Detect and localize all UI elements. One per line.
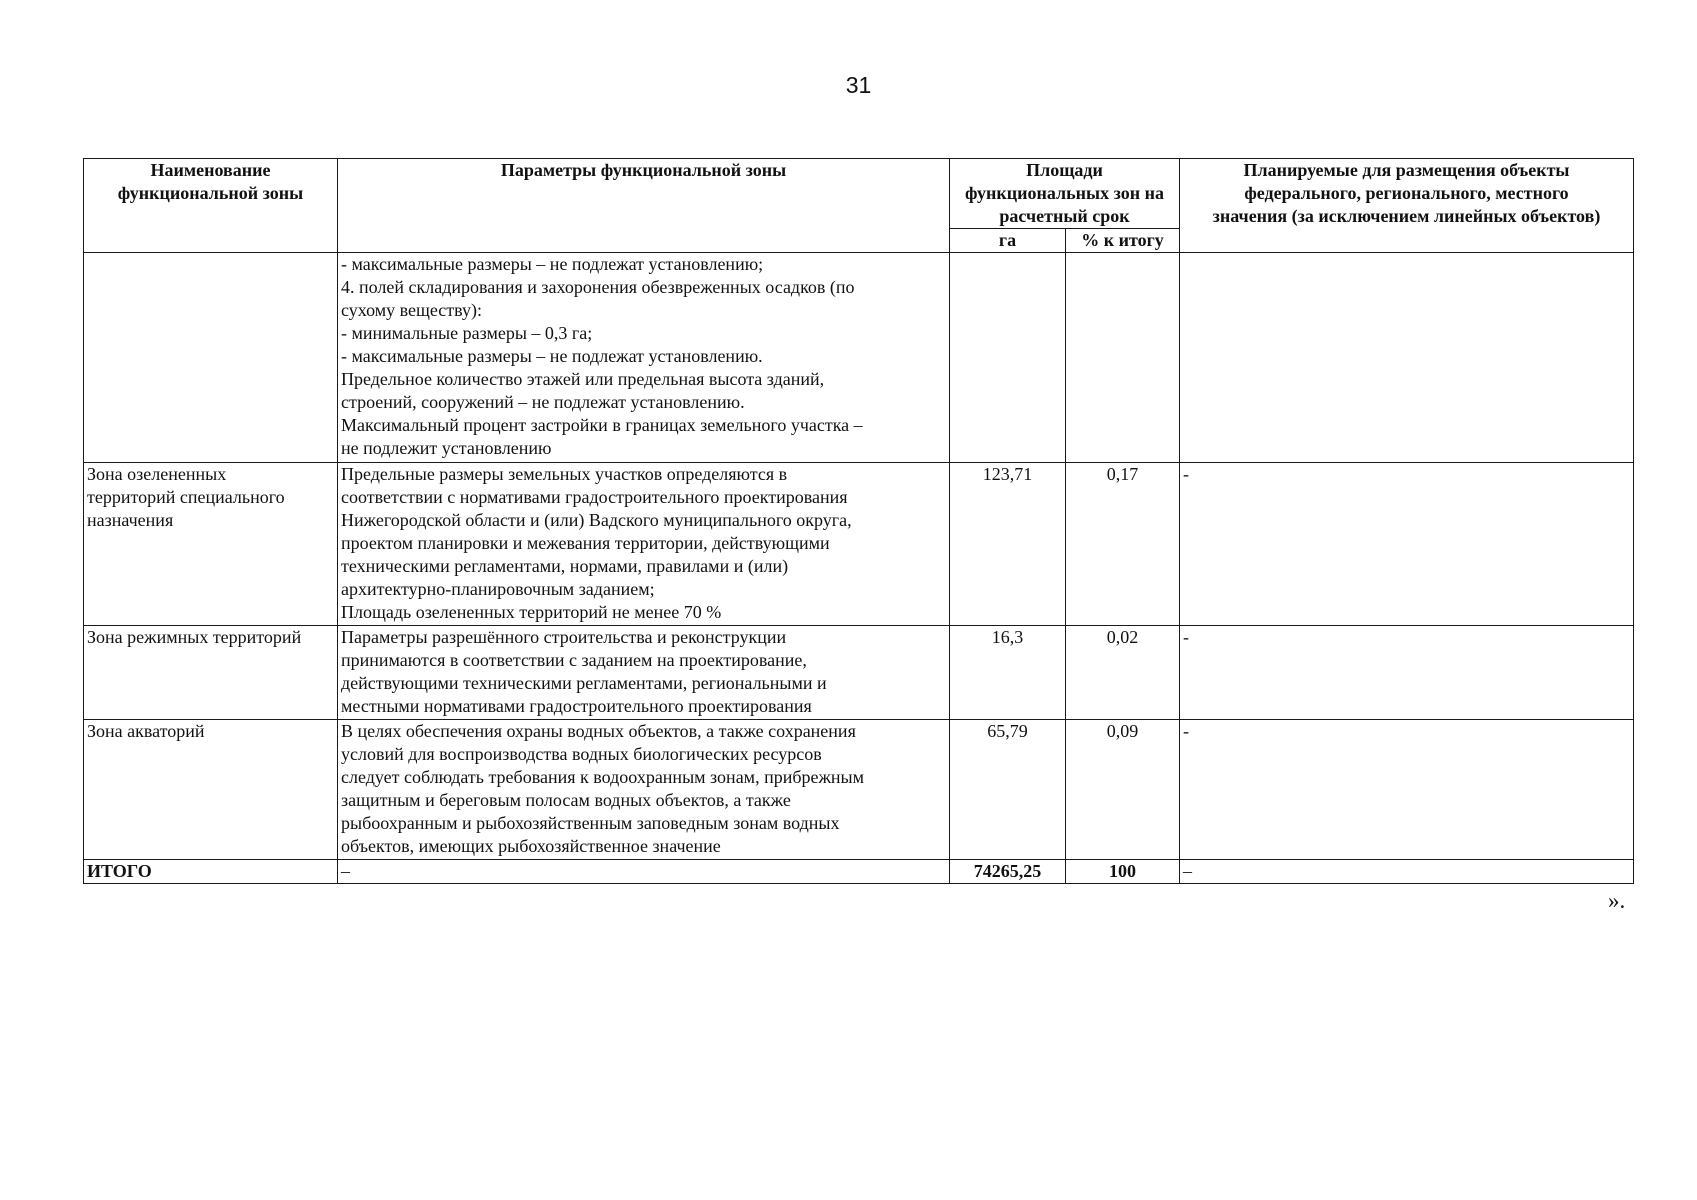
total-percent: 100 <box>1066 860 1180 884</box>
functional-zones-table <box>83 158 1634 884</box>
header-zone-params: Параметры функциональной зоны <box>338 159 950 253</box>
zone-name-cell: Зона озелененных территорий специального назначения <box>84 463 338 626</box>
zone-params-cell: В целях обеспечения охраны водных объектов, а также сохранения условий для воспроизводства водных биологических ресурсов следует соблюдать требования к водоохранным зонам, прибрежным защитным и береговым полосам водных объектов, а также рыбоохранным и рыбохозяйственным заповедным зонам водных объектов, имеющих рыбохозяйственное значение <box>338 720 950 860</box>
total-label: ИТОГО <box>84 860 338 884</box>
zone-name-cell: Зона режимных территорий <box>84 626 338 720</box>
zone-name-cell <box>84 253 338 463</box>
zone-name-cell: Зона акваторий <box>84 720 338 860</box>
area-hectares-cell: 16,3 <box>950 626 1066 720</box>
header-zone-area: Площади функциональных зон на расчетный срок <box>950 159 1180 229</box>
header-row <box>84 159 1634 229</box>
total-row <box>84 860 1634 884</box>
planned-objects-cell: - <box>1180 720 1634 860</box>
area-percent-cell: 0,09 <box>1066 720 1180 860</box>
area-hectares-cell: 123,71 <box>950 463 1066 626</box>
total-objects-cell: – <box>1180 860 1634 884</box>
total-hectares: 74265,25 <box>950 860 1066 884</box>
zone-params-cell: Предельные размеры земельных участков определяются в соответствии с нормативами градостроительного проектирования Нижегородской области и (или) Вадского муниципального округа, проектом планировки и межевания территории, действующими техническими регламентами, нормами, правилами и (или) архитектурно-планировочным заданием; Площадь озелененных территорий не менее 70 % <box>338 463 950 626</box>
area-percent-cell <box>1066 253 1180 463</box>
header-hectares: га <box>950 229 1066 253</box>
header-percent-of-total: % к итогу <box>1066 229 1180 253</box>
area-percent-cell: 0,17 <box>1066 463 1180 626</box>
table-row <box>84 626 1634 720</box>
zone-params-cell: - максимальные размеры – не подлежат установлению; 4. полей складирования и захоронения обезвреженных осадков (по сухому веществу): - минимальные размеры – 0,3 га; - максимальные размеры – не подлежат установлению. Предельное количество этажей или предельная высота зданий, строений, сооружений – не подлежат установлению. Максимальный процент застройки в границах земельного участка – не подлежит установлению <box>338 253 950 463</box>
area-hectares-cell <box>950 253 1066 463</box>
header-planned-objects: Планируемые для размещения объекты федерального, регионального, местного значения (за исключением линейных объектов) <box>1180 159 1634 253</box>
planned-objects-cell: - <box>1180 463 1634 626</box>
table-row <box>84 253 1634 463</box>
table-row <box>84 463 1634 626</box>
closing-quote-mark: ». <box>1608 888 1626 913</box>
total-params-cell: – <box>338 860 950 884</box>
zone-params-cell: Параметры разрешённого строительства и реконструкции принимаются в соответствии с заданием на проектирование, действующими техническими регламентами, региональными и местными нормативами градостроительного проектирования <box>338 626 950 720</box>
table-row <box>84 720 1634 860</box>
planned-objects-cell: - <box>1180 626 1634 720</box>
header-zone-name: Наименование функциональной зоны <box>84 159 338 253</box>
planned-objects-cell <box>1180 253 1634 463</box>
page-number: 31 <box>845 72 872 98</box>
area-hectares-cell: 65,79 <box>950 720 1066 860</box>
area-percent-cell: 0,02 <box>1066 626 1180 720</box>
